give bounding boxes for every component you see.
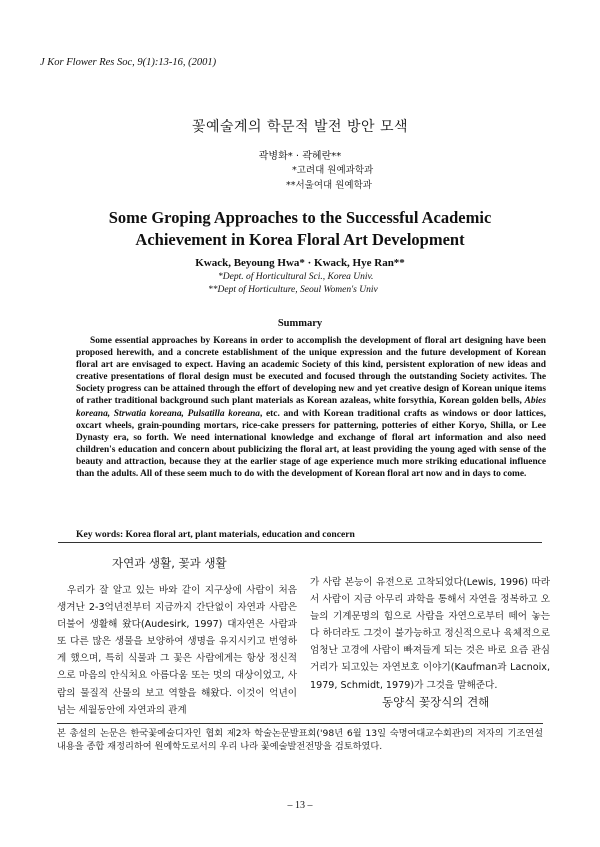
english-affiliation-1: *Dept. of Horticultural Sci., Korea Univ. [218, 272, 374, 282]
species-names: Abies koreana, Strwatia koreana, Pulsatilla koreana [76, 396, 546, 419]
summary-text [76, 335, 546, 480]
journal-citation: J Kor Flower Res Soc, 9(1):13-16, (2001) [40, 57, 217, 68]
section-heading-nature-life: 자연과 생활, 꽃과 생활 [112, 556, 227, 570]
summary-heading: Summary [277, 318, 323, 329]
footnote-divider [57, 723, 543, 724]
keywords: Key words: Korea floral art, plant materials, education and concern [76, 529, 355, 540]
summary-text-part-2: , etc. and with Korean traditional crafts as windows or door lattices, oxcart wheels, grain-pounding mortars, rice-cake pressers for patterning, potteries of either Koryo, Shilla, or Lee Dynasty era, so forth. We need international knowledge and exchange of floral art information and also need children's education and concern about publicizing the floral art, at least providing the young aged with sense of the beauty and attraction, because they at the earlier stage of age experience much more striking educational influence than the adults. All of these seem much to do with the development of Korean floral art now and in days to come. [76, 408, 546, 480]
english-title [0, 207, 600, 251]
korean-title: 꽃예술계의 학문적 발전 방안 모색 [191, 119, 409, 135]
page-number: – 13 – [287, 800, 313, 811]
korean-authors: 곽병화* · 곽혜란** [258, 151, 342, 162]
english-title-line-1: Some Groping Approaches to the Successful Academic [108, 208, 492, 227]
keywords-divider [58, 542, 542, 543]
english-authors: Kwack, Beyoung Hwa* · Kwack, Hye Ran** [195, 257, 405, 269]
korean-affiliation-1: *고려대 원예과학과 [292, 165, 374, 176]
section-heading-oriental-flower: 동양식 꽃장식의 견해 [382, 695, 490, 709]
english-title-line-2: Achievement in Korea Floral Art Development [135, 230, 465, 249]
summary-text-part-1: Some essential approaches by Koreans in order to accomplish the development of floral art designing have been proposed herewith, and a concrete establishment of the unique expression and the future development of Korean floral art are envisaged to expect. Having an academic Society of this kind, persistent exploration of new ideas and creative presentations of floral design must be executed and focused through the outstanding Society activites. The Society progress can be attained through the effort of developing new and yet creative design of Korean unique items of rather traditional background such plant materials as Korean azaleas, white forsythia, Korean golden bells, [76, 336, 546, 407]
right-column-text: 가 사람 본능이 유전으로 고착되었다(Lewis, 1996) 따라서 사람이 지금 아무리 과학을 통해서 자연을 정복하고 오늘의 기계문명의 힘으로 사람을 자연으로부터 떼어 놓는다 하더라도 그것이 불가능하고 정신적으로나 육체적으로 엄청난 고경에 사람이 빠져들게 되는 것은 바로 요즘 관심거리가 되고있는 자연보호 이야기(Kaufman과 Lacnoix, 1979, Schmidt, 1979)가 그것을 말해준다. [310, 577, 550, 691]
korean-affiliation-2: **서울여대 원예학과 [286, 180, 372, 191]
english-affiliation-2: **Dept of Horticulture, Seoul Women's Univ [208, 285, 378, 295]
footnote: 본 총설의 논문은 한국꽃예술디자인 협회 제2차 학술논문발표회('98년 6월 13일 숙명여대교수회관)의 저자의 기조연설 내용을 종합 재정리하여 원예학도로서의 우리 나라 꽃예술발전전망을 검토하였다. [57, 728, 543, 752]
left-column-text: 우리가 잘 알고 있는 바와 같이 지구상에 사람이 처음 생겨난 2-3억년전부터 지금까지 간단없이 자연과 사람은 더불어 생활해 왔다(Audesirk, 1997) 대자연은 사람과 또 다른 많은 생물을 보양하여 생명을 유지시키고 번영하게 했으며, 특히 식물과 그 꽃은 사람에게는 항상 정신적으로 마음의 안식처요 아름다움 또는 멋의 대상이었고, 사람의 물질적 산물의 보고 역할을 해왔다. 이것이 억년이 넘는 세월동안에 자연과의 관계 [57, 585, 297, 716]
